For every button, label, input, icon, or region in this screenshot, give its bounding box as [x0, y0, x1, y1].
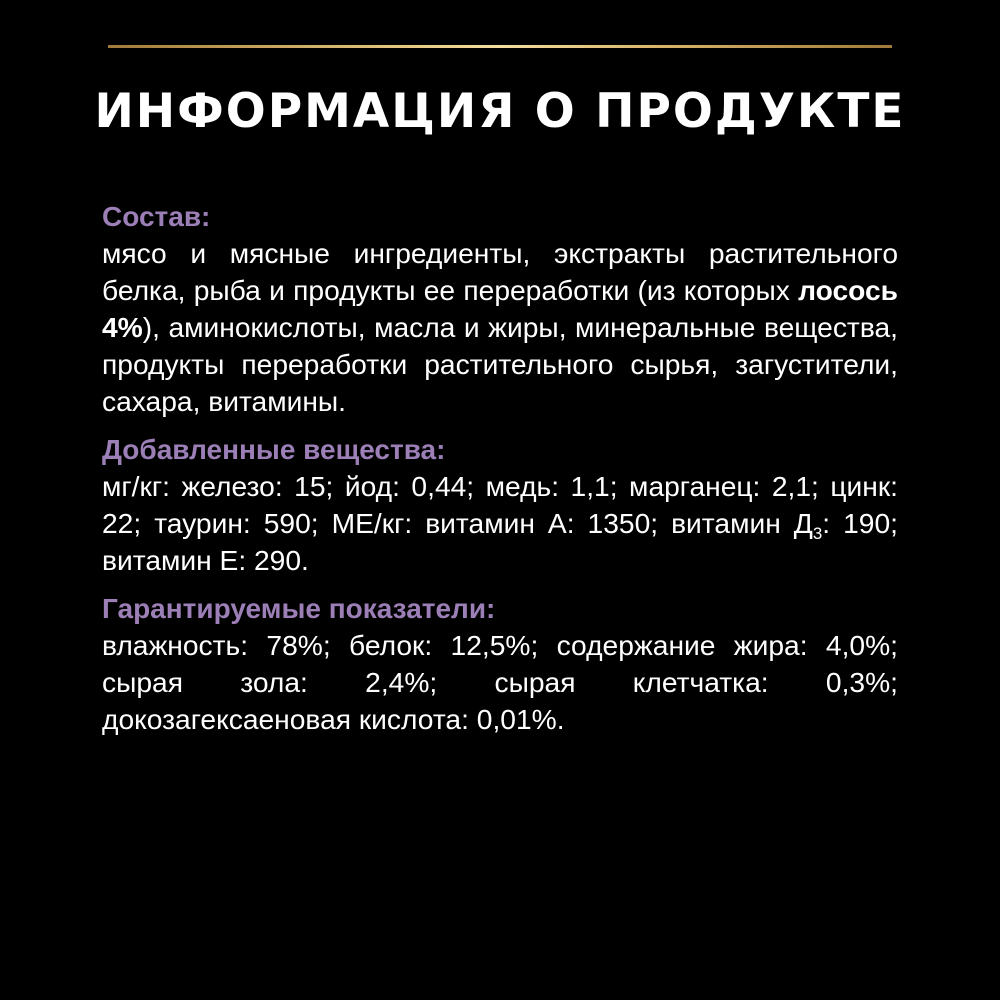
additives-text: [102, 468, 898, 579]
composition-text-before: мясо и мясные ингредиенты, экстракты растительного белка, рыба и продукты ее переработки (из которых: [102, 237, 898, 306]
product-info-content: [102, 198, 898, 738]
vitamin-d-subscript: 3: [812, 523, 823, 543]
gold-divider: [108, 45, 892, 48]
additives-section: [102, 431, 898, 579]
guaranteed-section: [102, 590, 898, 738]
additives-text-before: мг/кг: железо: 15; йод: 0,44; медь: 1,1; марганец: 2,1; цинк: 22; таурин: 590; МЕ/кг: витамин А: 1350; витамин Д: [102, 470, 898, 539]
composition-text-after: ), аминокислоты, масла и жиры, минеральные вещества, продукты переработки растительного сырья, загустители, сахара, витамины.: [102, 311, 898, 417]
page-title: ИНФОРМАЦИЯ О ПРОДУКТЕ: [94, 84, 906, 139]
guaranteed-text: влажность: 78%; белок: 12,5%; содержание жира: 4,0%; сырая зола: 2,4%; сырая клетчатка: 0,3%; докозагексаеновая кислота: 0,01%.: [102, 629, 898, 735]
composition-text: [102, 235, 898, 420]
salmon-highlight: лосось 4%: [102, 274, 898, 343]
guaranteed-heading: Гарантируемые показатели:: [102, 593, 496, 624]
additives-text-after: : 190; витамин Е: 290.: [102, 507, 898, 576]
additives-heading: Добавленные вещества:: [102, 434, 446, 465]
composition-heading: Состав:: [102, 201, 211, 232]
composition-section: [102, 198, 898, 420]
